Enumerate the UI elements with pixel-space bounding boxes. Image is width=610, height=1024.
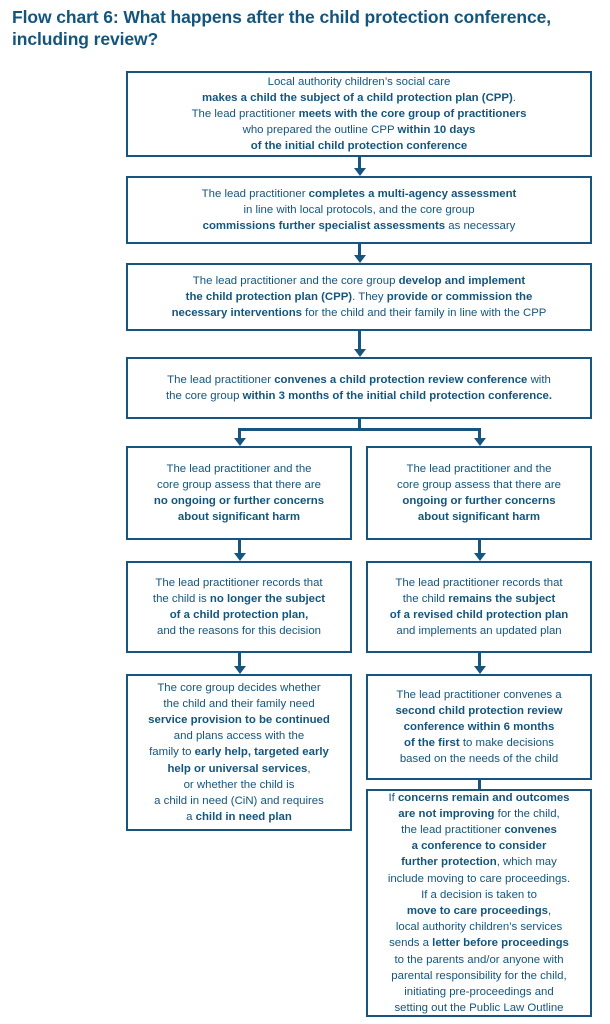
cpp-decision-text: Local authority children’s social care makes a child the subject of a child protection plan (CPP). The lead practitioner meets with the core group of practitioners who prepared the outline CPP within 10 days of the initial child protection conference [191,75,527,153]
arrow-box4-split-right [478,428,481,446]
develop-implement-cpp-text: The lead practitioner and the core group develop and implement the child protection plan (CPP). They provide or commission the necessary interventions for the child and their family in line with the CPP [171,274,547,320]
ongoing-concerns-text: The lead practitioner and the core group assess that there are ongoing or further concerns about significant harm [397,462,561,524]
arrow-left-assess-to-records [238,540,241,561]
further-protection-text: If concerns remain and outcomes are not improving for the child, the lead practitioner convenes a conference to consider further protection, which may include moving to care proceedings. If a decision is taken to move to care proceedings, local authority children’s services sends a letter before proceedings to the parents and/or anyone with parental responsibility for the child, initiating pre-proceedings and setting out the Public Law Outline [387,791,571,1015]
further-protection-box [366,789,592,1017]
review-conference-box [126,357,592,419]
second-review-conference-box [366,674,592,780]
no-ongoing-concerns-text: The lead practitioner and the core group assess that there are no ongoing or further concerns about significant harm [153,462,325,524]
multi-agency-assessment-text: The lead practitioner completes a multi-agency assessment in line with local protocols, and the core group commissions further specialist assessments as necessary [201,187,517,233]
arrow-box4-split-bar [238,428,481,431]
multi-agency-assessment-box [126,176,592,244]
arrow-left-records-to-core-group [238,653,241,674]
review-conference-text: The lead practitioner convenes a child protection review conference with the core group within 3 months of the initial child protection conference. [165,373,553,402]
ongoing-concerns-box [366,446,592,540]
remains-subject-text: The lead practitioner records that the child remains the subject of a revised child protection plan and implements an updated plan [389,576,569,638]
cpp-decision-box [126,71,592,157]
arrow-box2-to-box3 [358,244,361,263]
page-title: Flow chart 6: What happens after the child protection conference, including review? [12,7,551,50]
no-ongoing-concerns-box [126,446,352,540]
no-longer-subject-text: The lead practitioner records that the child is no longer the subject of a child protection plan, and the reasons for this decision [152,576,326,638]
arrow-box3-to-box4 [358,331,361,357]
arrow-box4-split-left [238,428,241,446]
second-review-conference-text: The lead practitioner convenes a second child protection review conference within 6 months of the first to make decisions based on the needs of the child [395,688,563,766]
arrow-box1-to-box2 [358,157,361,176]
arrow-right-records-to-second-review [478,653,481,674]
core-group-service-provision-box [126,674,352,831]
arrow-right-assess-to-records [478,540,481,561]
core-group-service-provision-text: The core group decides whether the child and their family need service provision to be continued and plans access with the family to early help, targeted early help or universal services, or whether the child is a child in need (CiN) and requires a child in need plan [148,681,330,824]
remains-subject-box [366,561,592,653]
develop-implement-cpp-box [126,263,592,331]
no-longer-subject-box [126,561,352,653]
